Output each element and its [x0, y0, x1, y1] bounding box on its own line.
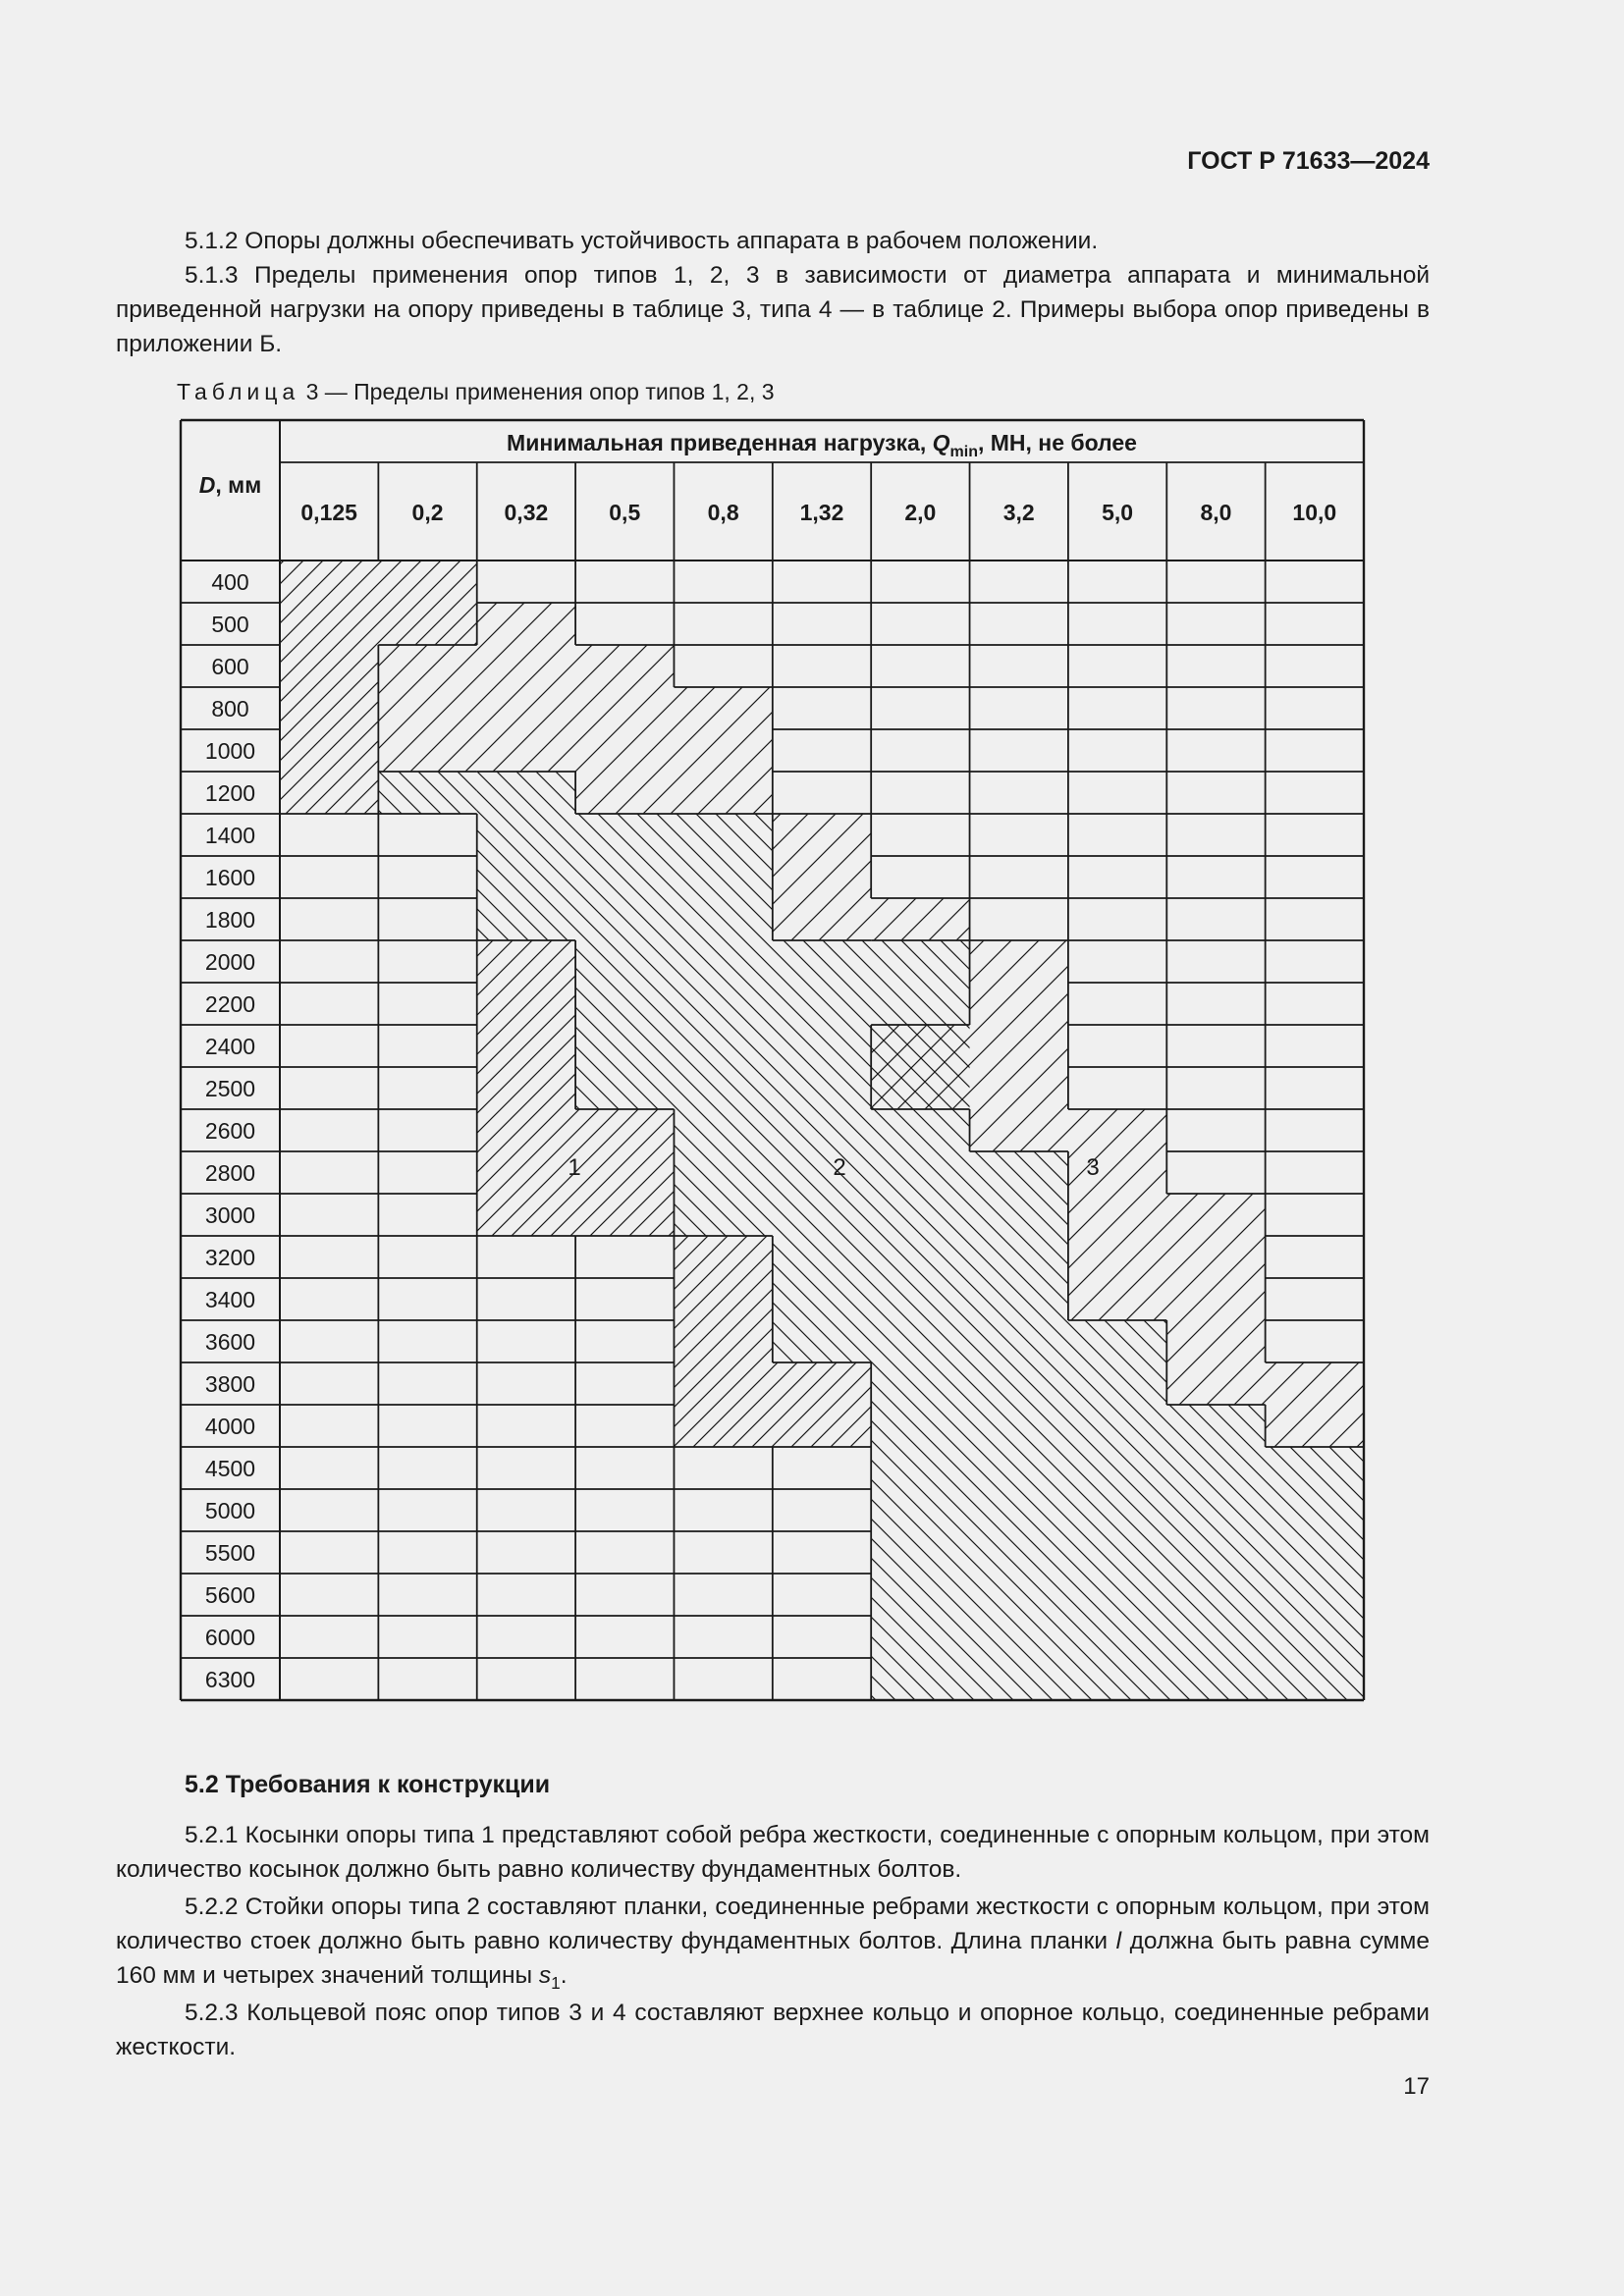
hatched-zone-2 — [674, 1151, 1067, 1194]
hatched-zone-3 — [1068, 1236, 1266, 1278]
hatched-zone-1 — [477, 983, 575, 1025]
hatched-zone-2 — [477, 814, 575, 856]
hatched-zone-1 — [477, 1025, 575, 1067]
column-header: 5,0 — [1102, 500, 1134, 525]
hatched-zone-2 — [477, 856, 773, 898]
hatched-zone-2 — [871, 1447, 1364, 1489]
paragraph-5-2-1: 5.2.1 Косынки опоры типа 1 представляют собой ребра жесткости, соединенные с опорным кольцом, при этом количество косынок должно быть равно количеству фундаментных болтов. — [116, 1822, 1430, 1883]
hatched-zone-2 — [871, 1574, 1364, 1616]
hatched-zone-3 — [1166, 1362, 1364, 1405]
hatched-zone-3 — [1166, 1320, 1265, 1362]
hatched-zone-1 — [477, 1109, 675, 1151]
hatched-zone-2 — [773, 1236, 1068, 1278]
row-label: 1400 — [204, 823, 256, 848]
hatched-zone-1 — [477, 1194, 675, 1236]
table-caption: Таблица 3 — Пределы применения опор типов 1, 2, 3 — [177, 379, 775, 404]
row-label: 6300 — [204, 1667, 256, 1692]
hatched-zone-2 — [871, 1658, 1364, 1700]
paragraph-5-2-2: 5.2.2 Стойки опоры типа 2 составляют планки, соединенные ребрами жесткости с опорным кольцом, при этом количество стоек должно быть равно количеству фундаментных болтов. Длина планки l должна быть равна сумме 160 мм и четырех значений толщины $s_1$. — [116, 1894, 1430, 1993]
hatched-zone-2 — [674, 1194, 1067, 1236]
hatched-zone-1 — [674, 1278, 772, 1320]
hatched-zone-2 — [871, 1531, 1364, 1574]
zone-label-3: 3 — [1086, 1154, 1100, 1181]
paragraph-5-2-3: 5.2.3 Кольцевой пояс опор типов 3 и 4 составляют верхнее кольцо и опорное кольцо, соединенные ребрами жесткости. — [116, 2000, 1430, 2060]
column-header: 2,0 — [904, 500, 937, 525]
hatched-zone-3 — [378, 687, 772, 729]
column-header: 1,32 — [799, 500, 844, 525]
row-label: 1000 — [204, 738, 256, 764]
column-header: 0,2 — [411, 500, 444, 525]
hatched-zone-1 — [280, 561, 477, 603]
hatched-zone-3 — [477, 603, 575, 645]
hatched-zone-3 — [1068, 1194, 1266, 1236]
row-label: 3000 — [204, 1202, 256, 1228]
row-label: 3200 — [204, 1245, 256, 1270]
page-number: 17 — [1403, 2073, 1430, 2100]
column-header: 0,8 — [707, 500, 739, 525]
row-label: 2600 — [204, 1118, 256, 1144]
row-label: 5000 — [204, 1498, 256, 1523]
hatched-zone-2 — [773, 1320, 1166, 1362]
hatched-zone-3 — [1266, 1405, 1364, 1447]
hatched-zone-2 — [477, 772, 575, 814]
hatched-zone-3 — [1068, 1151, 1166, 1194]
hatched-zone-3 — [970, 983, 1068, 1025]
hatched-zone-3 — [378, 645, 674, 687]
row-label: 6000 — [204, 1625, 256, 1650]
hatched-zone-2 — [773, 1278, 1068, 1320]
row-label: 800 — [211, 696, 249, 721]
row-label: 1600 — [204, 865, 256, 890]
column-header: 10,0 — [1292, 500, 1337, 525]
row-label: 5500 — [204, 1540, 256, 1566]
hatched-zone-2 — [575, 940, 969, 983]
hatched-zone-2 — [871, 1362, 1166, 1405]
row-label: 500 — [211, 612, 249, 637]
hatched-zone-1 — [477, 1067, 575, 1109]
hatched-zone-3 — [871, 1025, 1068, 1067]
hatched-zone-1 — [674, 1362, 871, 1405]
hatched-zone-1 — [280, 687, 378, 729]
hatched-zone-3 — [378, 729, 772, 772]
hatched-zone-1 — [674, 1236, 772, 1278]
hatched-zone-2 — [575, 814, 773, 856]
hatched-zone-2 — [674, 1109, 969, 1151]
row-label: 2400 — [204, 1034, 256, 1059]
hatched-zone-3 — [1068, 1278, 1266, 1320]
hatched-zone-3 — [773, 814, 871, 856]
row-label: 5600 — [204, 1582, 256, 1608]
row-label: 2800 — [204, 1160, 256, 1186]
row-label: 2500 — [204, 1076, 256, 1101]
column-header: 3,2 — [1002, 500, 1035, 525]
column-header: 8,0 — [1200, 500, 1232, 525]
document-code: ГОСТ Р 71633—2024 — [1187, 147, 1430, 175]
hatched-zone-1 — [280, 645, 378, 687]
row-label: 3800 — [204, 1371, 256, 1397]
row-label: 600 — [211, 654, 249, 679]
row-label: 400 — [211, 569, 249, 595]
row-label: 1200 — [204, 780, 256, 806]
row-label: 3600 — [204, 1329, 256, 1355]
paragraph-5-1-3: 5.1.3 Пределы применения опор типов 1, 2, 3 в зависимости от диаметра аппарата и минимальной приведенной нагрузки на опору приведены в таблице 3, типа 4 — в таблице 2. Примеры выбора опор приведены в приложении Б. — [116, 262, 1430, 357]
row-label: 1800 — [204, 907, 256, 933]
hatched-zone-3 — [575, 772, 773, 814]
zone-label-2: 2 — [833, 1154, 846, 1181]
hatched-zone-1 — [674, 1320, 772, 1362]
hatched-zone-2 — [871, 1405, 1265, 1447]
hatched-zone-2 — [871, 1489, 1364, 1531]
hatched-zone-2 — [477, 898, 773, 940]
hatched-zone-3 — [773, 856, 871, 898]
row-label: 2000 — [204, 949, 256, 975]
hatched-zone-3 — [970, 940, 1068, 983]
row-header-label: D, мм — [198, 472, 262, 498]
hatched-zone-1 — [280, 729, 378, 772]
hatched-zone-2 — [871, 1616, 1364, 1658]
hatched-zone-2 — [575, 983, 969, 1025]
hatched-zone-1 — [280, 772, 378, 814]
hatched-zone-2 — [378, 772, 476, 814]
row-label: 4000 — [204, 1414, 256, 1439]
column-header: 0,5 — [609, 500, 641, 525]
group-header-label: Минимальная приведенная нагрузка, $Q_{min}$, МН, не более — [507, 430, 1137, 460]
hatched-zone-3 — [773, 898, 970, 940]
paragraph-5-1-2: 5.1.2 Опоры должны обеспечивать устойчивость аппарата в рабочем положении. — [185, 228, 1099, 254]
hatched-zone-1 — [280, 603, 477, 645]
row-label: 3400 — [204, 1287, 256, 1312]
row-label: 2200 — [204, 991, 256, 1017]
section-heading: 5.2 Требования к конструкции — [185, 1771, 551, 1798]
column-header: 0,32 — [504, 500, 549, 525]
hatched-zone-1 — [477, 940, 575, 983]
column-header: 0,125 — [300, 500, 357, 525]
hatched-zone-3 — [970, 1109, 1167, 1151]
hatched-zone-1 — [674, 1405, 871, 1447]
hatched-zone-3 — [871, 1067, 1068, 1109]
zone-label-1: 1 — [568, 1154, 581, 1181]
row-label: 4500 — [204, 1456, 256, 1481]
